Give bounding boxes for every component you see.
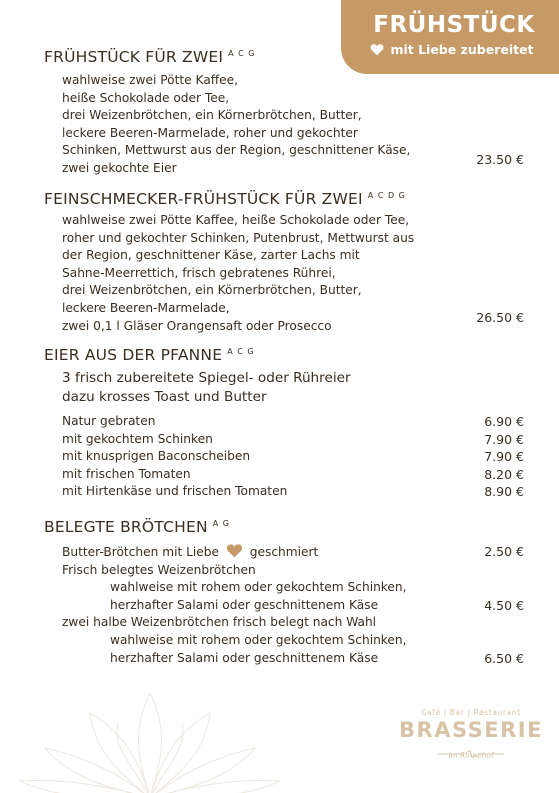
item-description	[44, 579, 524, 597]
item-description	[44, 212, 524, 335]
item-price: 7.90 €	[484, 449, 524, 465]
list-item	[44, 562, 524, 580]
item-description	[44, 72, 524, 178]
logo-name: BRASSERIE	[399, 718, 543, 742]
heart-icon	[226, 543, 243, 558]
item-price: 8.20 €	[484, 466, 524, 482]
flower-illustration	[0, 673, 300, 793]
item-price: 26.50 €	[476, 310, 524, 325]
item-label: mit knusprigen Baconscheiben	[62, 449, 251, 464]
item-label-suffix: geschmiert	[249, 545, 319, 559]
description-line: roher und gekochter Schinken, Putenbrust, Mettwurst aus	[62, 230, 415, 245]
item-description	[44, 597, 524, 615]
item-label: Frisch belegtes Weizenbrötchen	[62, 562, 256, 577]
item-label: zwei halbe Weizenbrötchen frisch belegt nach Wahl	[62, 615, 377, 630]
description-line: Sahne-Meerrettich, frisch gebratenes Rührei,	[62, 265, 336, 280]
item-label: mit frischen Tomaten	[62, 466, 191, 481]
section-title: EIER AUS DER PFANNE	[44, 346, 223, 364]
description-line: herzhafter Salami oder geschnittenem Käse	[110, 597, 379, 612]
allergen-codes: A C D G	[367, 190, 406, 200]
section-title: FRÜHSTÜCK FÜR ZWEI	[44, 48, 224, 66]
description-line: wahlweise mit rohem oder gekochtem Schinken,	[110, 580, 407, 595]
list-item	[44, 483, 524, 501]
item-label: Natur gebraten	[62, 414, 156, 428]
allergen-codes: A C G	[228, 48, 256, 58]
section-eier-aus-der-pfanne	[44, 346, 524, 501]
item-price: 6.50 €	[484, 650, 524, 666]
description-line: herzhafter Salami oder geschnittenem Käse	[110, 650, 379, 665]
item-price: 2.50 €	[484, 544, 524, 559]
list-item	[44, 431, 524, 449]
allergen-codes: A G	[212, 518, 230, 528]
item-price: 4.50 €	[484, 597, 524, 613]
item-description	[44, 650, 524, 668]
egg-options-list	[44, 413, 524, 501]
intro-line: 3 frisch zubereitete Spiegel- oder Rühreier	[62, 370, 351, 386]
section-intro	[44, 369, 524, 407]
section-feinschmecker-fruehstueck	[44, 190, 524, 335]
brasserie-logo	[396, 708, 546, 760]
bread-list	[44, 543, 524, 667]
list-item	[44, 448, 524, 466]
item-price: 23.50 €	[476, 152, 524, 167]
list-item	[44, 466, 524, 484]
description-line: Schinken, Mettwurst aus der Region, geschnittener Käse,	[62, 143, 411, 158]
logo-ornament	[396, 743, 546, 751]
description-line: drei Weizenbrötchen, ein Körnerbrötchen, Butter,	[62, 108, 362, 123]
list-item	[44, 614, 524, 632]
section-title: FEINSCHMECKER-FRÜHSTÜCK FÜR ZWEI	[44, 190, 363, 208]
section-belegte-broetchen	[44, 518, 524, 667]
allergen-codes: A C G	[227, 346, 255, 356]
description-line: leckere Beeren-Marmelade,	[62, 300, 230, 315]
description-line: leckere Beeren-Marmelade, roher und gekochter	[62, 125, 358, 140]
logo-location: im Rinnehof	[448, 751, 494, 760]
list-item	[44, 413, 524, 431]
description-line: wahlweise mit rohem oder gekochtem Schinken,	[110, 632, 407, 647]
item-price: 7.90 €	[484, 431, 524, 447]
banner-title: FRÜHSTÜCK	[373, 12, 535, 38]
banner-subtitle: mit Liebe zubereitet	[390, 42, 534, 57]
logo-tagline: Café | Bar | Restaurant	[421, 708, 521, 717]
description-line: der Region, geschnittener Käse, zarter Lachs mit	[62, 248, 360, 263]
intro-line: dazu krosses Toast und Butter	[62, 389, 267, 405]
item-label: mit Hirtenkäse und frischen Tomaten	[62, 484, 288, 499]
item-price: 6.90 €	[484, 414, 524, 429]
list-item	[44, 543, 524, 562]
item-label: Butter-Brötchen mit Liebe	[62, 545, 220, 559]
description-line: wahlweise zwei Pötte Kaffee,	[62, 73, 239, 87]
item-label: mit gekochtem Schinken	[62, 431, 213, 446]
item-description	[44, 632, 524, 650]
description-line: zwei gekochte Eier	[62, 160, 177, 175]
description-line: wahlweise zwei Pötte Kaffee, heiße Schokolade oder Tee,	[62, 213, 410, 227]
item-price: 8.90 €	[484, 484, 524, 500]
section-fruehstueck-fuer-zwei	[44, 48, 524, 178]
description-line: heiße Schokolade oder Tee,	[62, 90, 230, 105]
section-title: BELEGTE BRÖTCHEN	[44, 518, 208, 536]
description-line: drei Weizenbrötchen, ein Körnerbrötchen, Butter,	[62, 283, 362, 298]
description-line: zwei 0,1 l Gläser Orangensaft oder Prosecco	[62, 318, 332, 333]
